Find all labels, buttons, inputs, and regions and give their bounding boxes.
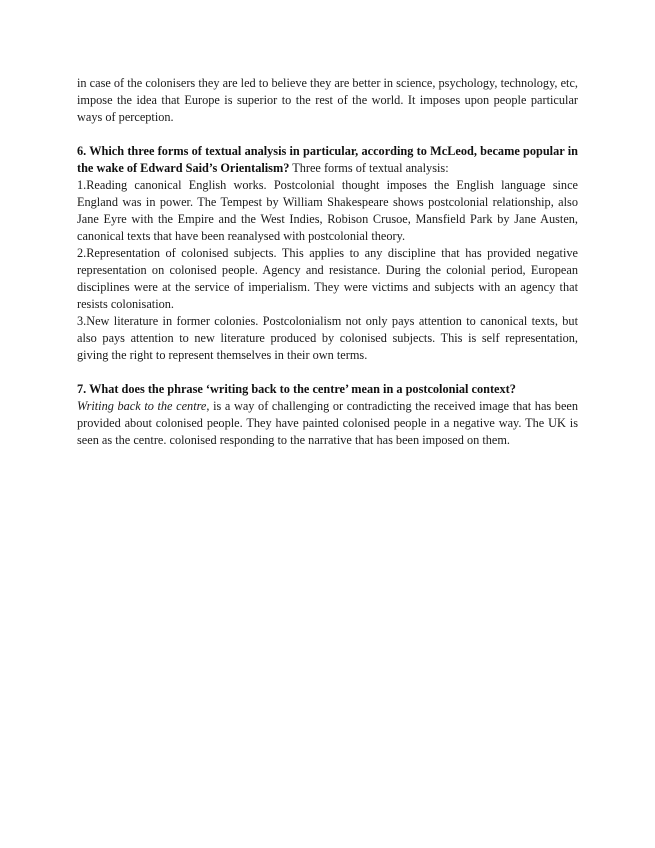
- question-6-paragraph: [77, 143, 578, 177]
- question-6-heading: 6. Which three forms of textual analysis in particular, according to McLeod, became popular in the wake of Edward Said’s Orientalism?: [77, 144, 578, 175]
- answer-7-italic-phrase: Writing back to the centre: [77, 399, 207, 413]
- paragraph-spacer: [77, 364, 578, 381]
- question-7-heading: [77, 381, 578, 398]
- question-6-answer-lead: Three forms of textual analysis:: [289, 161, 449, 175]
- answer-6-item-1: 1.Reading canonical English works. Postcolonial thought imposes the English language since England was in power. The Tempest by William Shakespeare shows postcolonial relationship, also Jane Eyre with the Empire and the West Indies, Robison Crusoe, Mansfield Park by Jane Austen, canonical texts that have been reanalysed with postcolonial theory.: [77, 178, 578, 243]
- answer-7-paragraph: [77, 398, 578, 449]
- answer-6-item-3: 3.New literature in former colonies. Postcolonialism not only pays attention to canonical texts, but also pays attention to new literature produced by colonised subjects. This is self representation, giving the right to represent themselves in their own terms.: [77, 314, 578, 362]
- paragraph-spacer: [77, 126, 578, 143]
- question-7-text: 7. What does the phrase ‘writing back to the centre’ mean in a postcolonial context?: [77, 382, 516, 396]
- answer-7-text: , is a way of challenging or contradicting the received image that has been provided about colonised people. They have painted colonised people in a negative way. The UK is seen as the centre. colonised responding to the narrative that has been imposed on them.: [77, 399, 579, 447]
- document-body: [77, 75, 578, 449]
- answer-6-item-2: 2.Representation of colonised subjects. This applies to any discipline that has provided negative representation on colonised people. Agency and resistance. During the colonial period, European disciplines were at the service of imperialism. They were victims and subjects with an agency that resists colonisation.: [77, 246, 578, 311]
- intro-paragraph: in case of the colonisers they are led to believe they are better in science, psychology, technology, etc, impose the idea that Europe is superior to the rest of the world. It imposes upon people particular ways of perception.: [77, 76, 578, 124]
